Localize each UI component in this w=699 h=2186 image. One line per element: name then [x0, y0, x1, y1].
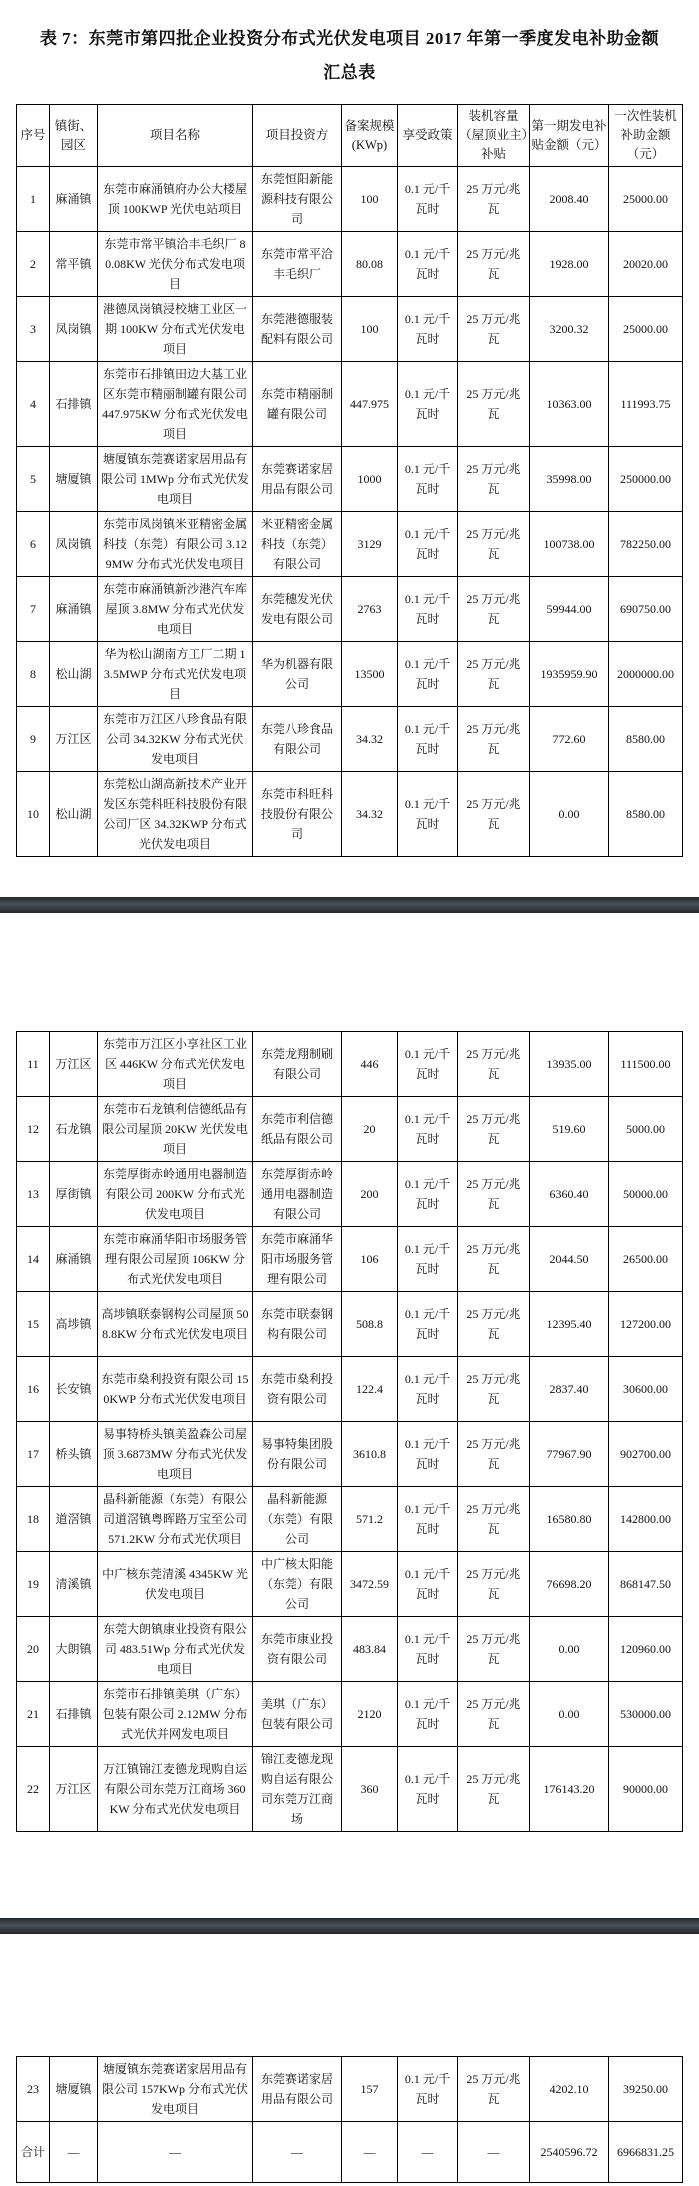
- header-first-subsidy: 第一期发电补贴金额（元）: [530, 105, 609, 167]
- table-body-page-2: [17, 1032, 683, 1832]
- cell-project: 东莞大朗镇康业投资有限公司 483.51Wp 分布式光伏发电项目: [98, 1617, 253, 1682]
- cell-policy: 0.1 元/千瓦时: [398, 642, 458, 707]
- cell-investor: 东莞市科旺科技股份有限公司: [253, 772, 342, 857]
- cell-investor: 东莞市康业投资有限公司: [253, 1617, 342, 1682]
- cell-scale: 122.4: [342, 1357, 398, 1422]
- cell-scale: 447.975: [342, 362, 398, 447]
- cell-town: 凤岗镇: [50, 512, 98, 577]
- cell-capacity-subsidy: 25 万元/兆瓦: [458, 512, 530, 577]
- cell-town: 塘厦镇: [50, 2057, 98, 2122]
- cell-capacity-subsidy: 25 万元/兆瓦: [458, 1422, 530, 1487]
- header-capacity-subsidy: 装机容量（屋顶业主）补贴: [458, 105, 530, 167]
- cell-policy: 0.1 元/千瓦时: [398, 707, 458, 772]
- table-body-page-3: [17, 2057, 683, 2183]
- table-row: [17, 1097, 683, 1162]
- cell-first-subsidy: 0.00: [530, 772, 609, 857]
- cell-investor: 锦江麦德龙现购自运有限公司东莞万江商场: [253, 1747, 342, 1832]
- table-row: [17, 447, 683, 512]
- cell-capacity-subsidy: 25 万元/兆瓦: [458, 362, 530, 447]
- page-3: [0, 1934, 699, 2186]
- cell-no: 23: [17, 2057, 50, 2122]
- cell-policy: 0.1 元/千瓦时: [398, 1227, 458, 1292]
- cell-town: 高埗镇: [50, 1292, 98, 1357]
- cell-town: 石排镇: [50, 362, 98, 447]
- cell-investor: 东莞市燊利投资有限公司: [253, 1357, 342, 1422]
- cell-no: 21: [17, 1682, 50, 1747]
- cell-onetime-subsidy: 8580.00: [609, 772, 683, 857]
- cell-no: 12: [17, 1097, 50, 1162]
- cell-first-subsidy: 16580.80: [530, 1487, 609, 1552]
- cell-policy: 0.1 元/千瓦时: [398, 772, 458, 857]
- table-row: [17, 1292, 683, 1357]
- cell-first-subsidy: 100738.00: [530, 512, 609, 577]
- cell-project: 万江镇锦江麦德龙现购自运有限公司东莞万江商场 360KW 分布式光伏发电项目: [98, 1747, 253, 1832]
- cell-policy: 0.1 元/千瓦时: [398, 167, 458, 232]
- table-row: [17, 577, 683, 642]
- cell-policy: 0.1 元/千瓦时: [398, 1682, 458, 1747]
- cell-capacity-subsidy: 25 万元/兆瓦: [458, 707, 530, 772]
- cell-investor: 东莞港德服装配料有限公司: [253, 297, 342, 362]
- subsidy-table-page-1: [16, 104, 683, 857]
- cell-onetime-subsidy: 690750.00: [609, 577, 683, 642]
- header-town: 镇街、园区: [50, 105, 98, 167]
- cell-investor: 东莞市麻涌华阳市场服务管理有限公司: [253, 1227, 342, 1292]
- cell-scale: 100: [342, 167, 398, 232]
- cell-investor: 美琪（广东）包装有限公司: [253, 1682, 342, 1747]
- cell-first-subsidy: 3200.32: [530, 297, 609, 362]
- cell-no: 16: [17, 1357, 50, 1422]
- cell-project: 东莞厚街赤岭通用电器制造有限公司 200KW 分布式光伏发电项目: [98, 1162, 253, 1227]
- header-no: 序号: [17, 105, 50, 167]
- cell-no: 3: [17, 297, 50, 362]
- table-row: [17, 772, 683, 857]
- cell-no: 14: [17, 1227, 50, 1292]
- cell-project: 华为松山湖南方工厂二期 13.5MWP 分布式光伏发电项目: [98, 642, 253, 707]
- cell-first-subsidy: 6360.40: [530, 1162, 609, 1227]
- cell-project: 东莞市凤岗镇米亚精密金属科技（东莞）有限公司 3.129MW 分布式光伏发电项目: [98, 512, 253, 577]
- cell-town: 松山湖: [50, 772, 98, 857]
- cell-investor: 东莞恒阳新能源科技有限公司: [253, 167, 342, 232]
- header-onetime-subsidy: 一次性装机补助金额（元）: [609, 105, 683, 167]
- cell-scale: 20: [342, 1097, 398, 1162]
- page-separator: [0, 1918, 699, 1934]
- cell-policy: 0.1 元/千瓦时: [398, 1422, 458, 1487]
- cell-no: 10: [17, 772, 50, 857]
- cell-onetime-subsidy: 50000.00: [609, 1162, 683, 1227]
- table-row: [17, 1617, 683, 1682]
- cell-town: 万江区: [50, 707, 98, 772]
- cell-investor: 米亚精密金属科技（东莞）有限公司: [253, 512, 342, 577]
- cell-onetime-subsidy: 8580.00: [609, 707, 683, 772]
- cell-project: 东莞市万江区小享社区工业区 446KW 分布式光伏发电项目: [98, 1032, 253, 1097]
- cell-scale: 3472.59: [342, 1552, 398, 1617]
- cell-town: 万江区: [50, 1747, 98, 1832]
- cell-onetime-subsidy: 5000.00: [609, 1097, 683, 1162]
- cell-investor: 东莞赛诺家居用品有限公司: [253, 447, 342, 512]
- total-cell-project: —: [98, 2122, 253, 2183]
- cell-policy: 0.1 元/千瓦时: [398, 232, 458, 297]
- cell-onetime-subsidy: 111500.00: [609, 1032, 683, 1097]
- cell-policy: 0.1 元/千瓦时: [398, 1487, 458, 1552]
- cell-onetime-subsidy: 25000.00: [609, 167, 683, 232]
- total-cell-onetime-subsidy: 6966831.25: [609, 2122, 683, 2183]
- cell-onetime-subsidy: 20020.00: [609, 232, 683, 297]
- cell-town: 石排镇: [50, 1682, 98, 1747]
- cell-no: 13: [17, 1162, 50, 1227]
- cell-scale: 106: [342, 1227, 398, 1292]
- table-row: [17, 642, 683, 707]
- cell-scale: 100: [342, 297, 398, 362]
- cell-no: 11: [17, 1032, 50, 1097]
- cell-first-subsidy: 2008.40: [530, 167, 609, 232]
- cell-town: 常平镇: [50, 232, 98, 297]
- cell-policy: 0.1 元/千瓦时: [398, 1617, 458, 1682]
- cell-town: 长安镇: [50, 1357, 98, 1422]
- cell-policy: 0.1 元/千瓦时: [398, 577, 458, 642]
- cell-first-subsidy: 12395.40: [530, 1292, 609, 1357]
- cell-investor: 东莞市精丽制罐有限公司: [253, 362, 342, 447]
- cell-investor: 东莞八珍食品有限公司: [253, 707, 342, 772]
- cell-scale: 3129: [342, 512, 398, 577]
- cell-first-subsidy: 13935.00: [530, 1032, 609, 1097]
- total-cell-first-subsidy: 2540596.72: [530, 2122, 609, 2183]
- table-row: [17, 707, 683, 772]
- total-cell-town: —: [50, 2122, 98, 2183]
- cell-town: 万江区: [50, 1032, 98, 1097]
- cell-town: 厚街镇: [50, 1162, 98, 1227]
- cell-onetime-subsidy: 39250.00: [609, 2057, 683, 2122]
- cell-project: 东莞市万江区八珍食品有限公司 34.32KW 分布式光伏发电项目: [98, 707, 253, 772]
- cell-first-subsidy: 59944.00: [530, 577, 609, 642]
- cell-capacity-subsidy: 25 万元/兆瓦: [458, 577, 530, 642]
- cell-scale: 3610.8: [342, 1422, 398, 1487]
- cell-town: 石龙镇: [50, 1097, 98, 1162]
- table-row: [17, 512, 683, 577]
- cell-project: 东莞市常平镇洽丰毛织厂 80.08KW 光伏分布式发电项目: [98, 232, 253, 297]
- cell-project: 东莞市石排镇田边大基工业区东莞市精丽制罐有限公司 447.975KW 分布式光伏发电项目: [98, 362, 253, 447]
- cell-no: 20: [17, 1617, 50, 1682]
- cell-investor: 东莞市联泰钢构有限公司: [253, 1292, 342, 1357]
- table-row: [17, 1487, 683, 1552]
- cell-first-subsidy: 2044.50: [530, 1227, 609, 1292]
- cell-no: 7: [17, 577, 50, 642]
- cell-capacity-subsidy: 25 万元/兆瓦: [458, 447, 530, 512]
- cell-scale: 200: [342, 1162, 398, 1227]
- cell-investor: 东莞赛诺家居用品有限公司: [253, 2057, 342, 2122]
- cell-first-subsidy: 1935959.90: [530, 642, 609, 707]
- cell-onetime-subsidy: 782250.00: [609, 512, 683, 577]
- cell-onetime-subsidy: 120960.00: [609, 1617, 683, 1682]
- cell-town: 塘厦镇: [50, 447, 98, 512]
- cell-policy: 0.1 元/千瓦时: [398, 1097, 458, 1162]
- total-cell-scale: —: [342, 2122, 398, 2183]
- cell-onetime-subsidy: 530000.00: [609, 1682, 683, 1747]
- cell-investor: 易事特集团股份有限公司: [253, 1422, 342, 1487]
- subsidy-table-page-3: [16, 2056, 683, 2183]
- cell-project: 高埗镇联泰钢构公司屋顶 508.8KW 分布式光伏发电项目: [98, 1292, 253, 1357]
- table-row: [17, 1357, 683, 1422]
- cell-scale: 508.8: [342, 1292, 398, 1357]
- table-row: [17, 1227, 683, 1292]
- total-row: [17, 2122, 683, 2183]
- cell-onetime-subsidy: 902700.00: [609, 1422, 683, 1487]
- cell-no: 2: [17, 232, 50, 297]
- cell-capacity-subsidy: 25 万元/兆瓦: [458, 167, 530, 232]
- cell-no: 15: [17, 1292, 50, 1357]
- header-scale: 备案规模 (KWp): [342, 105, 398, 167]
- cell-no: 6: [17, 512, 50, 577]
- cell-project: 中广核东莞清溪 4345KW 光伏发电项目: [98, 1552, 253, 1617]
- header-project: 项目名称: [98, 105, 253, 167]
- table-row: [17, 1552, 683, 1617]
- cell-first-subsidy: 2837.40: [530, 1357, 609, 1422]
- cell-first-subsidy: 77967.90: [530, 1422, 609, 1487]
- cell-scale: 34.32: [342, 707, 398, 772]
- cell-policy: 0.1 元/千瓦时: [398, 1357, 458, 1422]
- cell-capacity-subsidy: 25 万元/兆瓦: [458, 1097, 530, 1162]
- cell-policy: 0.1 元/千瓦时: [398, 1747, 458, 1832]
- cell-no: 18: [17, 1487, 50, 1552]
- cell-capacity-subsidy: 25 万元/兆瓦: [458, 1747, 530, 1832]
- table-row: [17, 362, 683, 447]
- cell-scale: 360: [342, 1747, 398, 1832]
- cell-no: 17: [17, 1422, 50, 1487]
- cell-first-subsidy: 35998.00: [530, 447, 609, 512]
- cell-onetime-subsidy: 111993.75: [609, 362, 683, 447]
- cell-project: 塘厦镇东莞赛诺家居用品有限公司 157KWp 分布式光伏发电项目: [98, 2057, 253, 2122]
- cell-onetime-subsidy: 868147.50: [609, 1552, 683, 1617]
- table-body-page-1: [17, 167, 683, 857]
- cell-capacity-subsidy: 25 万元/兆瓦: [458, 1617, 530, 1682]
- cell-no: 1: [17, 167, 50, 232]
- cell-project: 东莞市石排镇美琪（广东）包装有限公司 2.12MW 分布式光伏并网发电项目: [98, 1682, 253, 1747]
- cell-first-subsidy: 1928.00: [530, 232, 609, 297]
- cell-capacity-subsidy: 25 万元/兆瓦: [458, 1552, 530, 1617]
- cell-no: 22: [17, 1747, 50, 1832]
- page-separator: [0, 897, 699, 913]
- cell-policy: 0.1 元/千瓦时: [398, 362, 458, 447]
- cell-capacity-subsidy: 25 万元/兆瓦: [458, 772, 530, 857]
- cell-first-subsidy: 519.60: [530, 1097, 609, 1162]
- cell-scale: 571.2: [342, 1487, 398, 1552]
- cell-town: 桥头镇: [50, 1422, 98, 1487]
- cell-first-subsidy: 10363.00: [530, 362, 609, 447]
- cell-project: 东莞市石龙镇利信德纸品有限公司屋顶 20KW 光伏发电项目: [98, 1097, 253, 1162]
- cell-policy: 0.1 元/千瓦时: [398, 1552, 458, 1617]
- cell-scale: 13500: [342, 642, 398, 707]
- cell-policy: 0.1 元/千瓦时: [398, 1162, 458, 1227]
- cell-onetime-subsidy: 127200.00: [609, 1292, 683, 1357]
- cell-onetime-subsidy: 30600.00: [609, 1357, 683, 1422]
- cell-capacity-subsidy: 25 万元/兆瓦: [458, 1032, 530, 1097]
- page-2: [0, 913, 699, 1918]
- cell-onetime-subsidy: 250000.00: [609, 447, 683, 512]
- total-cell-policy: —: [398, 2122, 458, 2183]
- cell-capacity-subsidy: 25 万元/兆瓦: [458, 1292, 530, 1357]
- table-row: [17, 1682, 683, 1747]
- cell-investor: 东莞龙翔制刷有限公司: [253, 1032, 342, 1097]
- cell-scale: 483.84: [342, 1617, 398, 1682]
- cell-capacity-subsidy: 25 万元/兆瓦: [458, 1162, 530, 1227]
- cell-no: 9: [17, 707, 50, 772]
- cell-no: 8: [17, 642, 50, 707]
- cell-town: 麻涌镇: [50, 1227, 98, 1292]
- cell-first-subsidy: 76698.20: [530, 1552, 609, 1617]
- cell-policy: 0.1 元/千瓦时: [398, 447, 458, 512]
- cell-scale: 34.32: [342, 772, 398, 857]
- cell-scale: 446: [342, 1032, 398, 1097]
- cell-capacity-subsidy: 25 万元/兆瓦: [458, 642, 530, 707]
- cell-project: 东莞市燊利投资有限公司 150KWP 分布式光伏发电项目: [98, 1357, 253, 1422]
- cell-no: 4: [17, 362, 50, 447]
- table-row: [17, 1032, 683, 1097]
- table-row: [17, 1162, 683, 1227]
- cell-no: 19: [17, 1552, 50, 1617]
- table-row: [17, 1747, 683, 1832]
- cell-first-subsidy: 176143.20: [530, 1747, 609, 1832]
- cell-investor: 东莞厚街赤岭通用电器制造有限公司: [253, 1162, 342, 1227]
- cell-capacity-subsidy: 25 万元/兆瓦: [458, 1682, 530, 1747]
- cell-investor: 东莞市利信德纸品有限公司: [253, 1097, 342, 1162]
- cell-first-subsidy: 0.00: [530, 1682, 609, 1747]
- cell-policy: 0.1 元/千瓦时: [398, 1292, 458, 1357]
- header-row: [17, 105, 683, 167]
- cell-capacity-subsidy: 25 万元/兆瓦: [458, 1357, 530, 1422]
- cell-investor: 东莞穗发光伏发电有限公司: [253, 577, 342, 642]
- cell-onetime-subsidy: 90000.00: [609, 1747, 683, 1832]
- cell-town: 道滘镇: [50, 1487, 98, 1552]
- table-row: [17, 2057, 683, 2122]
- cell-project: 东莞松山湖高新技术产业开发区东莞科旺科技股份有限公司厂区 34.32KWP 分布式光伏发电项目: [98, 772, 253, 857]
- cell-scale: 80.08: [342, 232, 398, 297]
- cell-investor: 中广核太阳能（东莞）有限公司: [253, 1552, 342, 1617]
- cell-project: 东莞市麻涌镇府办公大楼屋顶 100KWP 光伏电站项目: [98, 167, 253, 232]
- total-cell-no: 合计: [17, 2122, 50, 2183]
- cell-town: 麻涌镇: [50, 167, 98, 232]
- cell-investor: 东莞市常平洽丰毛织厂: [253, 232, 342, 297]
- page-title: 表 7：东莞市第四批企业投资分布式光伏发电项目 2017 年第一季度发电补助金额汇总表: [39, 29, 660, 82]
- cell-project: 晶科新能源（东莞）有限公司道滘镇粤晖路万宝至公司 571.2KW 分布式光伏项目: [98, 1487, 253, 1552]
- cell-investor: 晶科新能源（东莞）有限公司: [253, 1487, 342, 1552]
- header-policy: 享受政策: [398, 105, 458, 167]
- table-row: [17, 232, 683, 297]
- table-row: [17, 167, 683, 232]
- cell-town: 麻涌镇: [50, 577, 98, 642]
- cell-scale: 2120: [342, 1682, 398, 1747]
- cell-capacity-subsidy: 25 万元/兆瓦: [458, 232, 530, 297]
- cell-town: 凤岗镇: [50, 297, 98, 362]
- cell-scale: 2763: [342, 577, 398, 642]
- table-header: [17, 105, 683, 167]
- cell-town: 松山湖: [50, 642, 98, 707]
- total-cell-investor: —: [253, 2122, 342, 2183]
- cell-policy: 0.1 元/千瓦时: [398, 297, 458, 362]
- cell-onetime-subsidy: 25000.00: [609, 297, 683, 362]
- cell-first-subsidy: 4202.10: [530, 2057, 609, 2122]
- cell-policy: 0.1 元/千瓦时: [398, 2057, 458, 2122]
- cell-policy: 0.1 元/千瓦时: [398, 512, 458, 577]
- cell-onetime-subsidy: 26500.00: [609, 1227, 683, 1292]
- cell-first-subsidy: 772.60: [530, 707, 609, 772]
- cell-capacity-subsidy: 25 万元/兆瓦: [458, 1487, 530, 1552]
- table-row: [17, 297, 683, 362]
- header-investor: 项目投资方: [253, 105, 342, 167]
- page-1: [0, 0, 699, 897]
- cell-project: 塘厦镇东莞赛诺家居用品有限公司 1MWp 分布式光伏发电项目: [98, 447, 253, 512]
- cell-capacity-subsidy: 25 万元/兆瓦: [458, 297, 530, 362]
- cell-project: 港德凤岗镇浸校塘工业区一期 100KW 分布式光伏发电项目: [98, 297, 253, 362]
- cell-policy: 0.1 元/千瓦时: [398, 1032, 458, 1097]
- cell-onetime-subsidy: 2000000.00: [609, 642, 683, 707]
- cell-investor: 华为机器有限公司: [253, 642, 342, 707]
- cell-first-subsidy: 0.00: [530, 1617, 609, 1682]
- cell-scale: 157: [342, 2057, 398, 2122]
- cell-project: 东莞市麻涌镇新沙港汽车库屋顶 3.8MW 分布式光伏发电项目: [98, 577, 253, 642]
- cell-scale: 1000: [342, 447, 398, 512]
- cell-town: 大朗镇: [50, 1617, 98, 1682]
- total-cell-capacity-subsidy: —: [458, 2122, 530, 2183]
- subsidy-table-page-2: [16, 1031, 683, 1832]
- cell-town: 清溪镇: [50, 1552, 98, 1617]
- cell-project: 易事特桥头镇美盈森公司屋顶 3.6873MW 分布式光伏发电项目: [98, 1422, 253, 1487]
- cell-capacity-subsidy: 25 万元/兆瓦: [458, 2057, 530, 2122]
- cell-project: 东莞市麻涌华阳市场服务管理有限公司屋顶 106KW 分布式光伏发电项目: [98, 1227, 253, 1292]
- cell-onetime-subsidy: 142800.00: [609, 1487, 683, 1552]
- table-row: [17, 1422, 683, 1487]
- cell-capacity-subsidy: 25 万元/兆瓦: [458, 1227, 530, 1292]
- cell-no: 5: [17, 447, 50, 512]
